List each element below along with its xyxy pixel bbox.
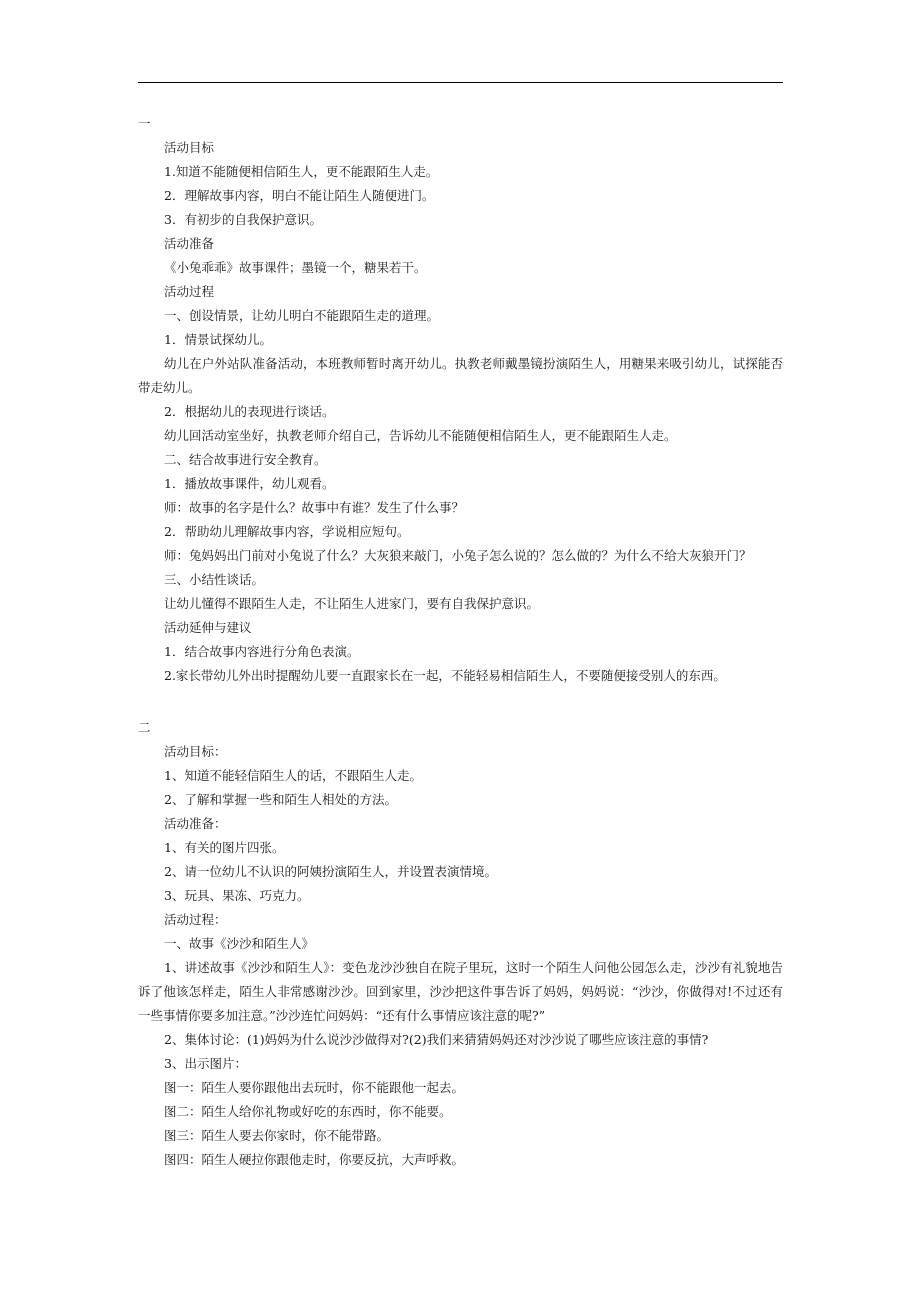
discussion-text: 2、集体讨论：(1)妈妈为什么说沙沙做得对?(2)我们来猜猜妈妈还对沙沙说了哪些应该注意的事情? — [164, 1032, 709, 1047]
process-step-2-1: 1．播放故事课件，幼儿观看。 — [164, 476, 335, 491]
process-step-2-2: 2．帮助幼儿理解故事内容，学说相应短句。 — [164, 524, 410, 539]
picture-4-text: 图四：陌生人硬拉你跟他走时，你要反抗，大声呼救。 — [164, 1152, 465, 1167]
prep-item-3: 3、玩具、果冻、巧克力。 — [164, 888, 310, 903]
section-marker-two: 二 — [138, 720, 151, 735]
process-step-1: 一、创设情景，让幼儿明白不能跟陌生走的道理。 — [164, 308, 440, 323]
extension-item-1: 1．结合故事内容进行分角色表演。 — [164, 644, 360, 659]
picture-3-text: 图三：陌生人要去你家时，你不能带路。 — [164, 1128, 390, 1143]
process-step-1-2: 2．根据幼儿的表现进行谈话。 — [164, 404, 335, 419]
heading-extension: 活动延伸与建议 — [164, 620, 252, 635]
goal-item-2-1: 1、知道不能轻信陌生人的话，不跟陌生人走。 — [164, 768, 422, 783]
teacher-question-1: 师：故事的名字是什么？故事中有谁？发生了什么事？ — [164, 500, 465, 515]
goal-item-3: 3．有初步的自我保护意识。 — [164, 212, 322, 227]
prep-item-1: 1、有关的图片四张。 — [164, 840, 285, 855]
process-step-1-1: 1．情景试探幼儿。 — [164, 332, 272, 347]
goal-item-1: 1.知道不能随便相信陌生人，更不能跟陌生人走。 — [164, 164, 439, 179]
header-rule — [138, 82, 783, 83]
story-paragraph: 1、讲述故事《沙沙和陌生人》：变色龙沙沙独自在院子里玩，这时一个陌生人问他公园怎么走，沙沙有礼貌地告诉了他该怎样走，陌生人非常感谢沙沙。回到家里，沙沙把这件事告诉了妈妈，妈妈说：“沙沙，你做得对!不过还有一些事情你要多加注意。”沙沙连忙问妈妈：“还有什么事情应该注意的呢?” — [138, 960, 783, 1023]
prep-item-2: 2、请一位幼儿不认识的阿姨扮演陌生人，并设置表演情境。 — [164, 864, 497, 879]
heading-activity-process-2: 活动过程： — [164, 912, 227, 927]
lesson-plan-one — [138, 112, 783, 688]
process-step-3: 三、小结性谈话。 — [164, 572, 265, 587]
heading-activity-goals: 活动目标 — [164, 140, 215, 155]
process-text: 幼儿回活动室坐好，执教老师介绍自己，告诉幼儿不能随便相信陌生人，更不能跟陌生人走。 — [164, 428, 677, 443]
heading-activity-goals-2: 活动目标： — [164, 744, 227, 759]
lesson-plan-two — [138, 716, 783, 1172]
picture-1-text: 图一：陌生人要你跟他出去玩时，你不能跟他一起去。 — [164, 1080, 465, 1095]
process-paragraph: 幼儿在户外站队准备活动，本班教师暂时离开幼儿。执教老师戴墨镜扮演陌生人，用糖果来吸引幼儿，试探能否带走幼儿。 — [138, 356, 783, 395]
prep-text: 《小兔乖乖》故事课件；墨镜一个，糖果若干。 — [164, 260, 427, 275]
heading-activity-process: 活动过程 — [164, 284, 215, 299]
goal-item-2: 2．理解故事内容，明白不能让陌生人随便进门。 — [164, 188, 435, 203]
teacher-question-2: 师：兔妈妈出门前对小兔说了什么？大灰狼来敲门，小兔子怎么说的？怎么做的？为什么不给大灰狼开门？ — [164, 548, 752, 563]
extension-item-2: 2.家长带幼儿外出时提醒幼儿要一直跟家长在一起，不能轻易相信陌生人，不要随便接受别人的东西。 — [164, 668, 726, 683]
heading-activity-prep-2: 活动准备： — [164, 816, 227, 831]
summary-text: 让幼儿懂得不跟陌生人走，不让陌生人进家门，要有自我保护意识。 — [164, 596, 540, 611]
process-story-title: 一、故事《沙沙和陌生人》 — [164, 936, 315, 951]
picture-2-text: 图二：陌生人给你礼物或好吃的东西时，你不能要。 — [164, 1104, 452, 1119]
show-pictures-heading: 3、出示图片： — [164, 1056, 247, 1071]
goal-item-2-2: 2、了解和掌握一些和陌生人相处的方法。 — [164, 792, 397, 807]
section-marker-one: 一 — [138, 116, 151, 131]
heading-activity-prep: 活动准备 — [164, 236, 215, 251]
process-step-2: 二、结合故事进行安全教育。 — [164, 452, 327, 467]
